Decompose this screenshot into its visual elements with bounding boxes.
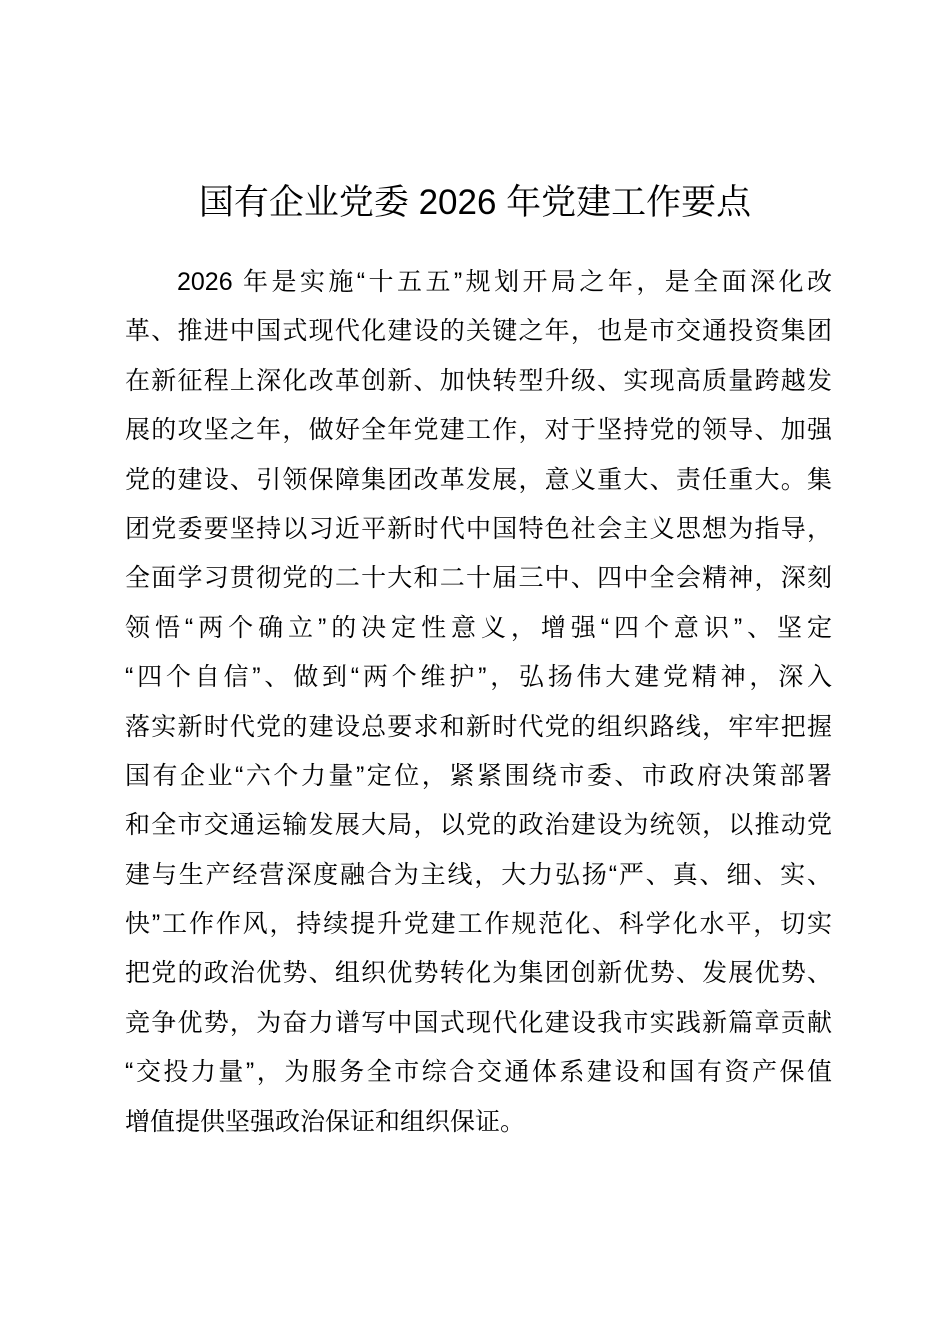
paragraph-line: 落实新时代党的建设总要求和新时代党的组织路线，牢牢把握: [125, 712, 832, 741]
paragraph-line: “四个自信”、做到“两个维护”，弘扬伟大建党精神，深入: [125, 663, 832, 692]
paragraph-line: 展的攻坚之年，做好全年党建工作，对于坚持党的领导、加强: [125, 416, 832, 445]
document-title: 国有企业党委 2026 年党建工作要点: [198, 183, 752, 222]
paragraph-line: 党的建设、引领保障集团改革发展，意义重大、责任重大。集: [125, 465, 832, 494]
paragraph-line: 国有企业“六个力量”定位，紧紧围绕市委、市政府决策部署: [125, 761, 832, 790]
paragraph-line: 竞争优势，为奋力谱写中国式现代化建设我市实践新篇章贡献: [125, 1008, 832, 1037]
paragraph-line: 快”工作作风，持续提升党建工作规范化、科学化水平，切实: [125, 910, 832, 939]
paragraph-line: “交投力量”，为服务全市综合交通体系建设和国有资产保值: [125, 1058, 832, 1087]
paragraph-line: 和全市交通运输发展大局，以党的政治建设为统领，以推动党: [125, 811, 832, 840]
paragraph-line: 领悟“两个确立”的决定性意义，增强“四个意识”、坚定: [125, 613, 832, 642]
paragraph-line: 全面学习贯彻党的二十大和二十届三中、四中全会精神，深刻: [125, 564, 832, 593]
paragraph-line: 增值提供坚强政治保证和组织保证。: [125, 1107, 526, 1136]
paragraph-line: 2026 年是实施“十五五”规划开局之年，是全面深化改: [177, 268, 832, 296]
paragraph-line: 革、推进中国式现代化建设的关键之年，也是市交通投资集团: [125, 317, 832, 346]
body-paragraph: [125, 258, 832, 1147]
paragraph-line: 把党的政治优势、组织优势转化为集团创新优势、发展优势、: [125, 959, 832, 988]
paragraph-line: 建与生产经营深度融合为主线，大力弘扬“严、真、细、实、: [125, 860, 832, 889]
paragraph-line: 团党委要坚持以习近平新时代中国特色社会主义思想为指导，: [125, 514, 832, 543]
paragraph-line: 在新征程上深化改革创新、加快转型升级、实现高质量跨越发: [125, 366, 832, 395]
